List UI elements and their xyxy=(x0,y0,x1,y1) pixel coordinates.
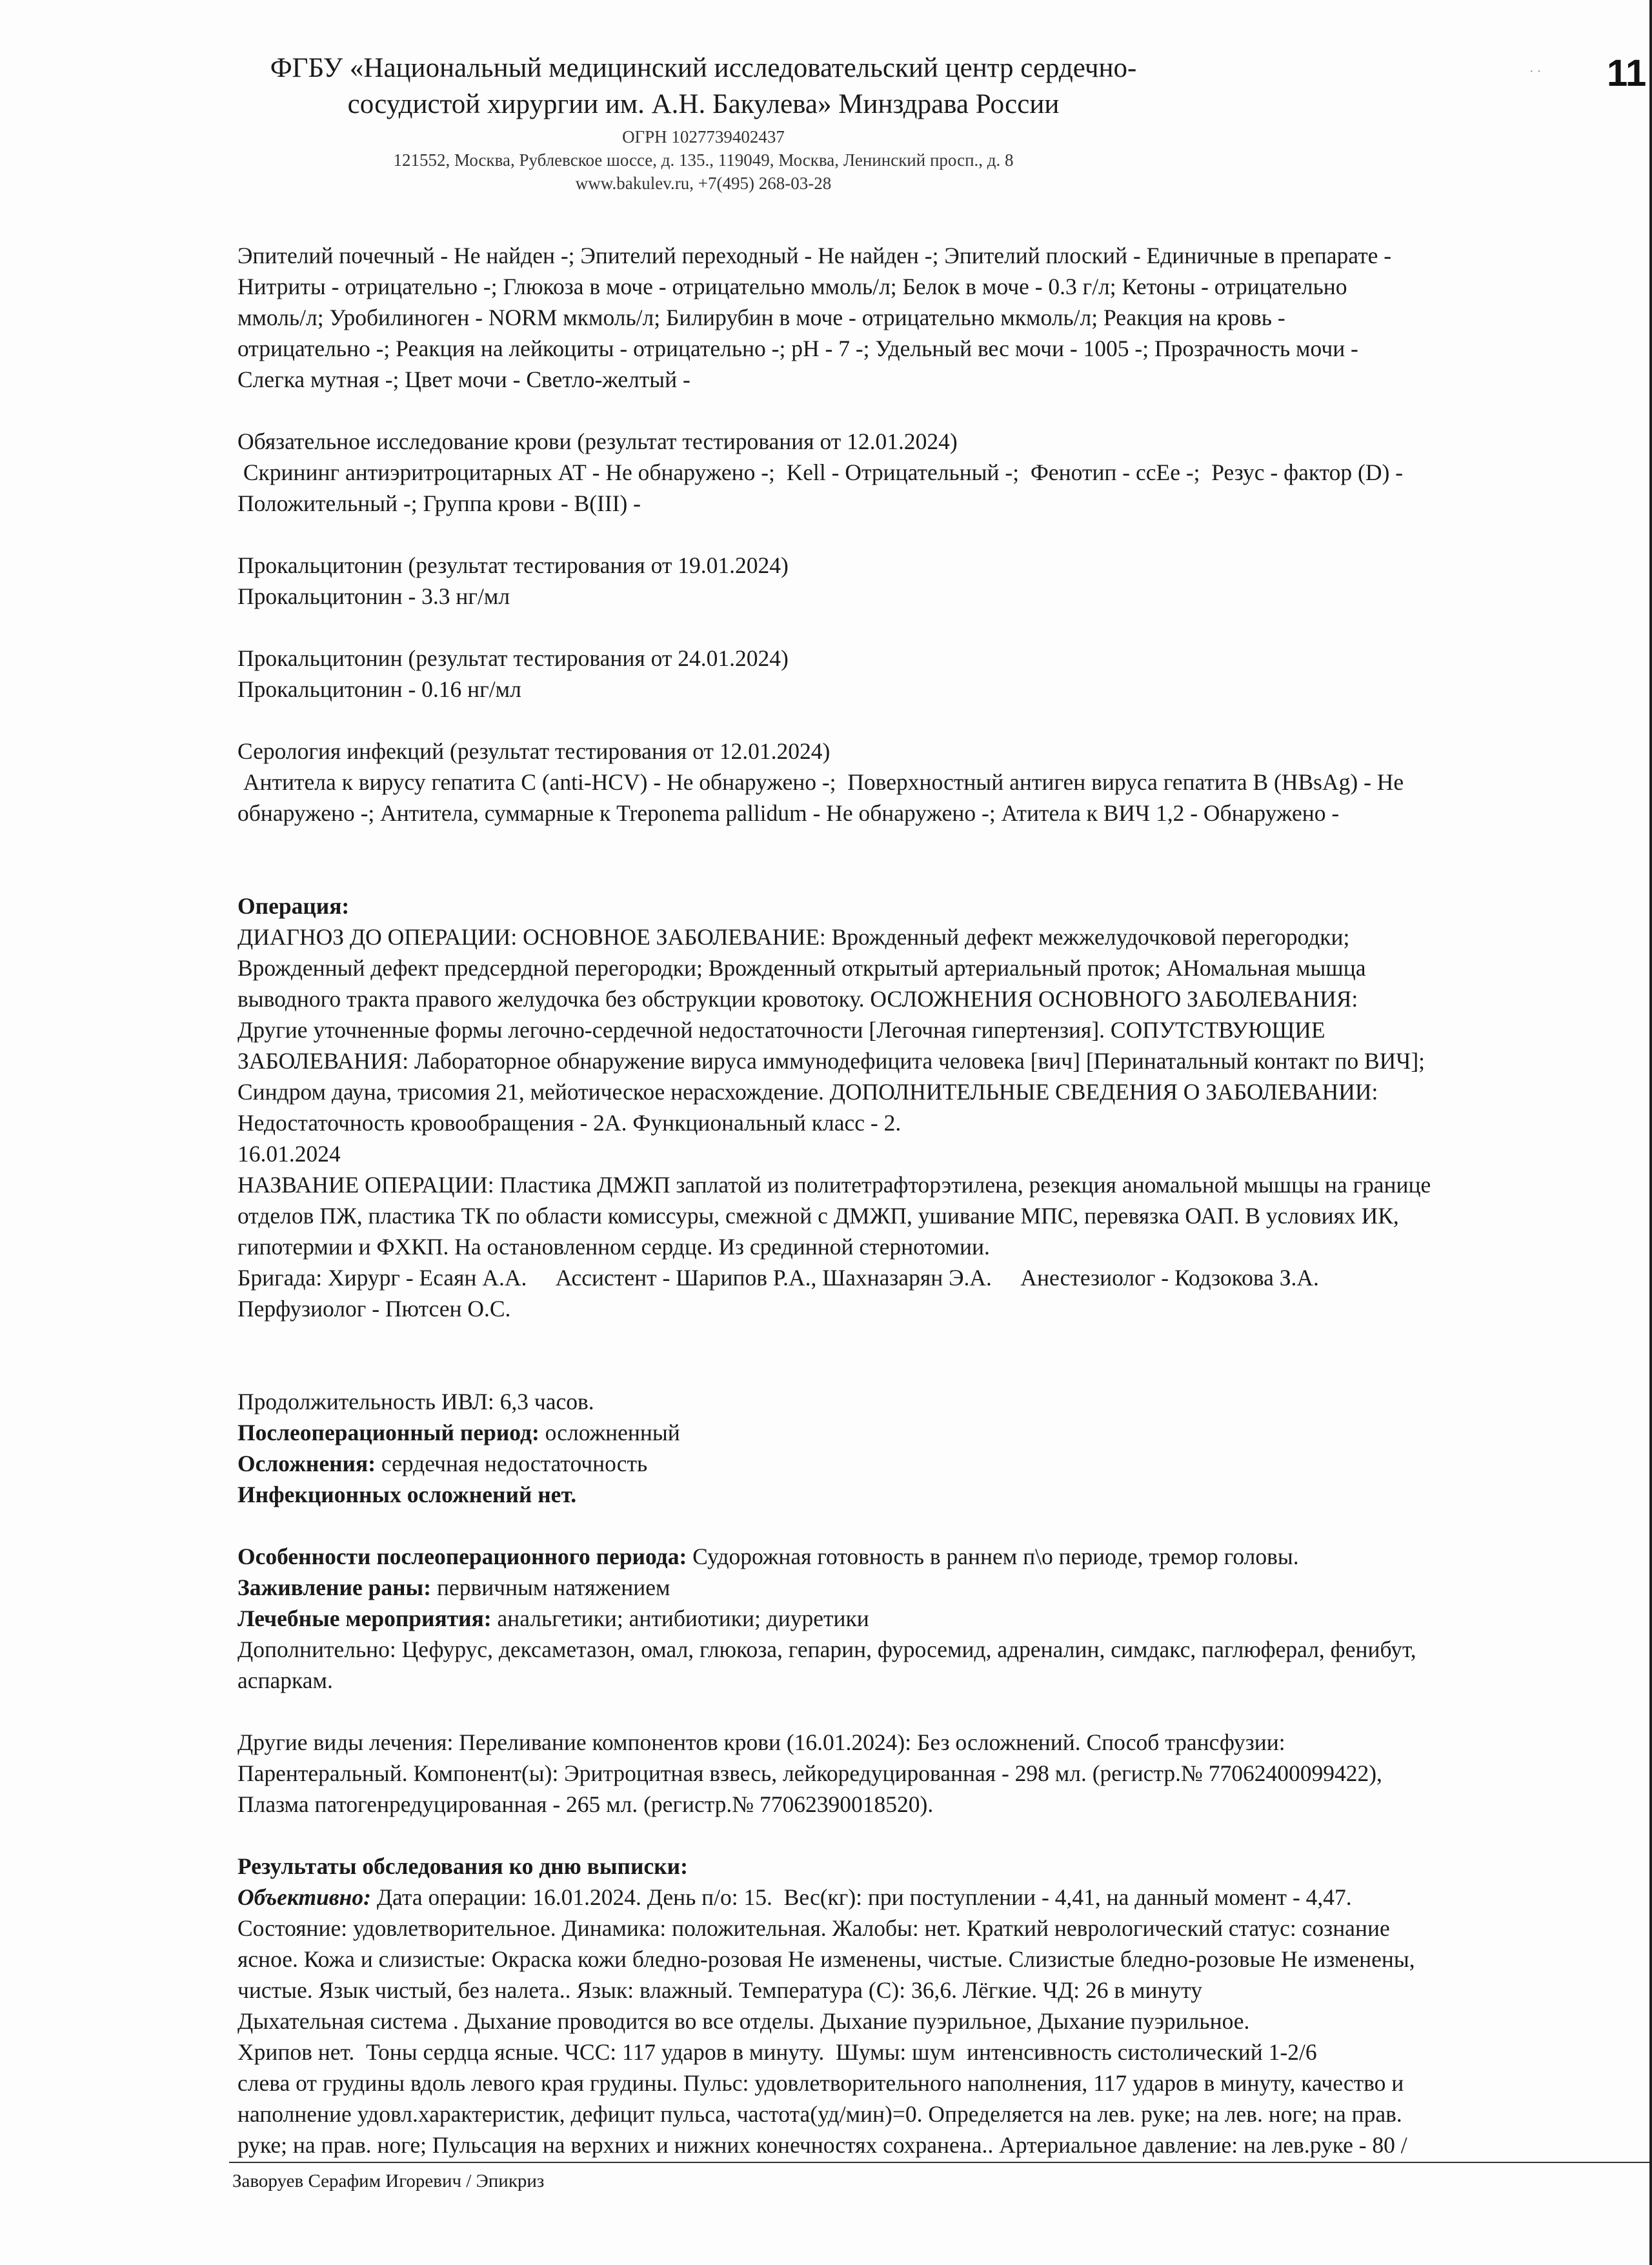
text-line: Скрининг антиэритроцитарных АТ - Не обнаружено -; Kell - Отрицательный -; Фенотип - ccEe -; Резус - фактор (D) - xyxy=(237,459,1404,485)
text-line: чистые. Язык чистый, без налета.. Язык: влажный. Температура (С): 36,6. Лёгкие. ЧД: 26 в минуту xyxy=(237,1977,1203,2003)
wound-healing: Заживление раны: первичным натяжением xyxy=(237,1575,670,1600)
result-value: Прокальцитонин - 3.3 нг/мл xyxy=(237,583,510,609)
ogrn: ОГРН 1027739402437 xyxy=(622,127,785,146)
postop-features-section xyxy=(237,1541,1652,1696)
infection-note: Инфекционных осложнений нет. xyxy=(237,1482,577,1507)
address: 121552, Москва, Рублевское шоссе, д. 135., 119049, Москва, Ленинский просп., д. 8 xyxy=(393,150,1014,170)
text-line: Врожденный дефект предсердной перегородки; Врожденный открытый артериальный проток; АНомальная мышца xyxy=(237,955,1366,981)
document-body xyxy=(237,240,1652,2160)
text-line: Недостаточность кровообращения - 2А. Функциональный класс - 2. xyxy=(237,1110,902,1136)
text-line: Положительный -; Группа крови - B(III) - xyxy=(237,490,641,516)
team-line: Перфузиолог - Пютсен О.С. xyxy=(237,1296,511,1322)
text-line: выводного тракта правого желудочка без обструкции кровотоку. ОСЛОЖНЕНИЯ ОСНОВНОГО ЗАБОЛЕВАНИЯ: xyxy=(237,986,1358,1012)
other-treatment-section xyxy=(237,1727,1652,1820)
text-line: ясное. Кожа и слизистые: Окраска кожи бледно-розовая Не изменены, чистые. Слизистые бледно-розовые Не изменены, xyxy=(237,1946,1415,1972)
procalcitonin-section-1 xyxy=(237,550,1652,612)
text-line: Синдром дауна, трисомия 21, мейотическое нерасхождение. ДОПОЛНИТЕЛЬНЫЕ СВЕДЕНИЯ О ЗАБОЛЕВАНИИ: xyxy=(237,1079,1378,1105)
section-title: Серология инфекций (результат тестирования от 12.01.2024) xyxy=(237,738,831,764)
text-line: ммоль/л; Уробилиноген - NORM мкмоль/л; Билирубин в моче - отрицательно мкмоль/л; Реакция на кровь - xyxy=(237,305,1285,330)
ventilation-duration: Продолжительность ИВЛ: 6,3 часов. xyxy=(237,1389,594,1414)
text-line: наполнение удовл.характеристик, дефицит пульса, частота(уд/мин)=0. Определяется на лев. руке; на лев. ноге; на прав. xyxy=(237,2101,1402,2127)
text-line: Антитела к вирусу гепатита C (anti-HCV) - Не обнаружено -; Поверхностный антиген вируса гепатита B (HBsAg) - Не xyxy=(237,769,1404,795)
procalcitonin-section-2 xyxy=(237,643,1652,705)
text-line: ДИАГНОЗ ДО ОПЕРАЦИИ: ОСНОВНОЕ ЗАБОЛЕВАНИЕ: Врожденный дефект межжелудочковой перегородки; xyxy=(237,924,1350,950)
text-line: Другие уточненные формы легочно-сердечной недостаточности [Легочная гипертензия]. СОПУТСТВУЮЩИЕ xyxy=(237,1017,1325,1043)
text-line: Другие виды лечения: Переливание компонентов крови (16.01.2024): Без осложнений. Способ трансфузии: xyxy=(237,1729,1285,1755)
blood-test-section xyxy=(237,426,1652,519)
section-title: Прокальцитонин (результат тестирования от 19.01.2024) xyxy=(237,552,789,578)
text-line: гипотермии и ФХКП. На остановленном сердце. Из срединной стернотомии. xyxy=(237,1234,990,1260)
text-line: аспаркам. xyxy=(237,1667,333,1693)
letterhead xyxy=(245,50,1162,195)
text-line: Парентеральный. Компонент(ы): Эритроцитная взвесь, лейкоредуцированная - 298 мл. (регистр.№ 77062400099422), xyxy=(237,1760,1382,1786)
operation-section xyxy=(237,891,1652,1324)
result-value: Прокальцитонин - 0.16 нг/мл xyxy=(237,676,521,702)
text-line: обнаружено -; Антитела, суммарные к Treponema pallidum - Не обнаружено -; Атитела к ВИЧ 1,2 - Обнаружено - xyxy=(237,800,1340,826)
text-line: слева от грудины вдоль левого края грудины. Пульс: удовлетворительного наполнения, 117 ударов в минуту, качество и xyxy=(237,2070,1404,2096)
text-line: ЗАБОЛЕВАНИЯ: Лабораторное обнаружение вируса иммунодефицита человека [вич] [Перинатальный контакт по ВИЧ]; xyxy=(237,1048,1425,1074)
org-name-line1: ФГБУ «Национальный медицинский исследовательский центр сердечно- xyxy=(270,53,1137,83)
footer-divider xyxy=(229,2162,1652,2163)
postop-section xyxy=(237,1386,1652,1510)
urine-analysis xyxy=(237,240,1652,395)
text-line: Слегка мутная -; Цвет мочи - Светло-желтый - xyxy=(237,367,690,392)
section-title: Обязательное исследование крови (результат тестирования от 12.01.2024) xyxy=(237,428,958,454)
scan-marks: · · xyxy=(1529,65,1542,79)
text-line: отрицательно -; Реакция на лейкоциты - отрицательно -; pH - 7 -; Удельный вес мочи - 1005 -; Прозрачность мочи - xyxy=(237,336,1358,361)
text-line: Дыхательная система . Дыхание проводится во все отделы. Дыхание пуэрильное, Дыхание пуэрильное. xyxy=(237,2008,1250,2034)
text-line: Нитриты - отрицательно -; Глюкоза в моче - отрицательно ммоль/л; Белок в моче - 0.3 г/л; Кетоны - отрицательно xyxy=(237,274,1347,299)
section-heading: Операция: xyxy=(237,893,350,919)
website-phone: www.bakulev.ru, +7(495) 268-03-28 xyxy=(575,174,832,193)
text-line: Дополнительно: Цефурус, дексаметазон, омал, глюкоза, гепарин, фуросемид, адреналин, симдакс, паглюферал, фенибут, xyxy=(237,1636,1416,1662)
text-line: отделов ПЖ, пластика ТК по области комиссуры, смежной с ДМЖП, ушивание МПС, перевязка ОАП. В условиях ИК, xyxy=(237,1203,1399,1229)
objective-line: Объективно: Дата операции: 16.01.2024. День п/о: 15. Вес(кг): при поступлении - 4,41, на данный момент - 4,47. xyxy=(237,1884,1352,1910)
complications: Осложнения: сердечная недостаточность xyxy=(237,1451,648,1476)
scan-edge xyxy=(1649,0,1652,2265)
footer-author: Заворуев Серафим Игоревич / Эпикриз xyxy=(232,2171,545,2191)
org-name-line2: сосудистой хирургии им. А.Н. Бакулева» Минздрава России xyxy=(347,89,1060,119)
discharge-results-section xyxy=(237,1851,1652,2160)
section-title: Прокальцитонин (результат тестирования от 24.01.2024) xyxy=(237,645,789,671)
page-number: 11 xyxy=(1607,52,1647,94)
treatment-measures: Лечебные мероприятия: анальгетики; антибиотики; диуретики xyxy=(237,1606,869,1631)
postop-features: Особенности послеоперационного периода: Судорожная готовность в раннем п\о периоде, тремор головы. xyxy=(237,1544,1299,1569)
text-line: Состояние: удовлетворительное. Динамика: положительная. Жалобы: нет. Краткий неврологический статус: сознание xyxy=(237,1915,1390,1941)
serology-section xyxy=(237,736,1652,829)
section-heading: Результаты обследования ко дню выписки: xyxy=(237,1853,688,1879)
operation-date: 16.01.2024 xyxy=(237,1141,341,1167)
postop-period: Послеоперационный период: осложненный xyxy=(237,1420,680,1445)
team-line: Бригада: Хирург - Есаян А.А. Ассистент - Шарипов Р.А., Шахназарян Э.А. Анестезиолог - Кодзокова З.А. xyxy=(237,1265,1319,1291)
text-line: Хрипов нет. Тоны сердца ясные. ЧСС: 117 ударов в минуту. Шумы: шум интенсивность систолический 1-2/6 xyxy=(237,2039,1317,2065)
text-line: Плазма патогенредуцированная - 265 мл. (регистр.№ 77062390018520). xyxy=(237,1791,934,1817)
text-line: Эпителий почечный - Не найден -; Эпителий переходный - Не найден -; Эпителий плоский - Единичные в препарате - xyxy=(237,243,1392,268)
text-line: руке; на прав. ноге; Пульсация на верхних и нижних конечностях сохранена.. Артериальное давление: на лев.руке - 80 / xyxy=(237,2132,1407,2158)
text-line: НАЗВАНИЕ ОПЕРАЦИИ: Пластика ДМЖП заплатой из политетрафторэтилена, резекция аномальной мышцы на границе xyxy=(237,1172,1431,1198)
